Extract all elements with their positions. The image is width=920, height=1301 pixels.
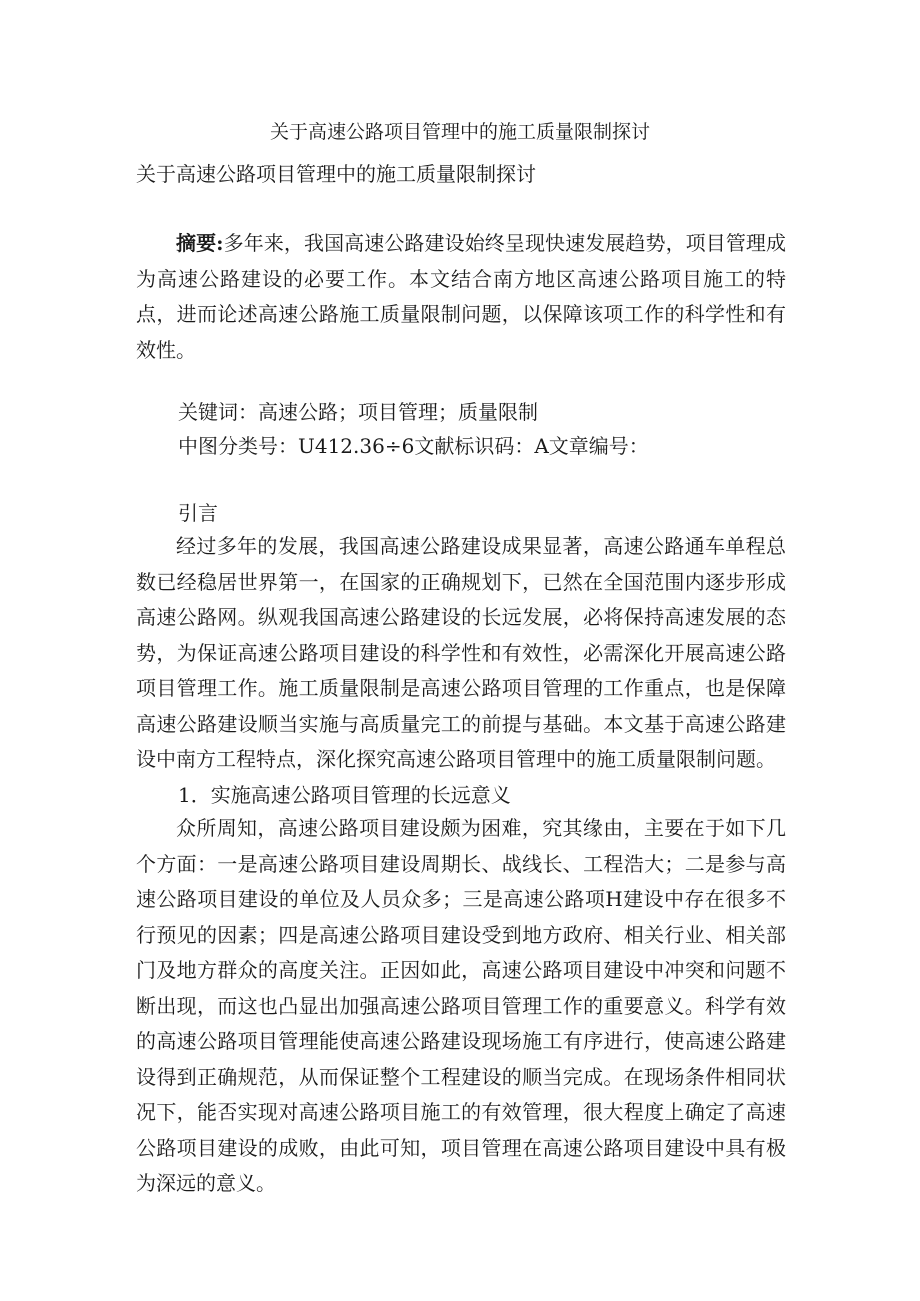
keywords-line: 关键词：高速公路；项目管理；质量限制	[178, 400, 538, 424]
intro-heading: 引言	[178, 501, 218, 525]
classification-line: 中图分类号：U412.36÷6文献标识码：A文章编号：	[178, 434, 649, 458]
document-title: 关于高速公路项目管理中的施工质量限制探讨	[269, 121, 650, 143]
section1-paragraph: 众所周知，高速公路项目建设颇为困难，究其缘由，主要在于如下几个方面：一是高速公路项目建设周期长、战线长、工程浩大；二是参与高速公路项目建设的单位及人员众多；三是高速公路项H建设中存在很多不行预见的因素；四是高速公路项目建设受到地方政府、相关行业、相关部门及地方群众的高度关注。正因如此，高速公路项目建设中冲突和问题不断出现，而这也凸显出加强高速公路项目管理工作的重要意义。科学有效的高速公路项目管理能使高速公路建设现场施工有序进行，使高速公路建设得到正确规范，从而保证整个工程建设的顺当完成。在现场条件相同状况下，能否实现对高速公路项目施工的有效管理，很大程度上确定了高速公路项目建设的成败，由此可知，项目管理在高速公路项目建设中具有极为深远的意义。	[136, 816, 786, 1195]
document-subtitle: 关于高速公路项目管理中的施工质量限制探讨	[136, 162, 536, 186]
intro-paragraph: 经过多年的发展，我国高速公路建设成果显著，高速公路通车单程总数已经稳居世界第一，在国家的正确规划下，已然在全国范围内逐步形成高速公路网。纵观我国高速公路建设的长远发展，必将保持高速发展的态势，为保证高速公路项目建设的科学性和有效性，必需深化开展高速公路项目管理工作。施工质量限制是高速公路项目管理的工作重点，也是保障高速公路建设顺当实施与高质量完工的前提与基础。本文基于高速公路建设中南方工程特点，深化探究高速公路项目管理中的施工质量限制问题。	[136, 534, 786, 771]
abstract-text: 多年来，我国高速公路建设始终呈现快速发展趋势，项目管理成为高速公路建设的必要工作。本文结合南方地区高速公路项目施工的特点，进而论述高速公路施工质量限制问题，以保障该项工作的科学性和有效性。	[136, 231, 786, 362]
abstract-paragraph	[136, 226, 786, 368]
abstract-label: 摘要:	[176, 231, 224, 255]
section1-heading: 1．实施高速公路项目管理的长远意义	[178, 783, 511, 807]
